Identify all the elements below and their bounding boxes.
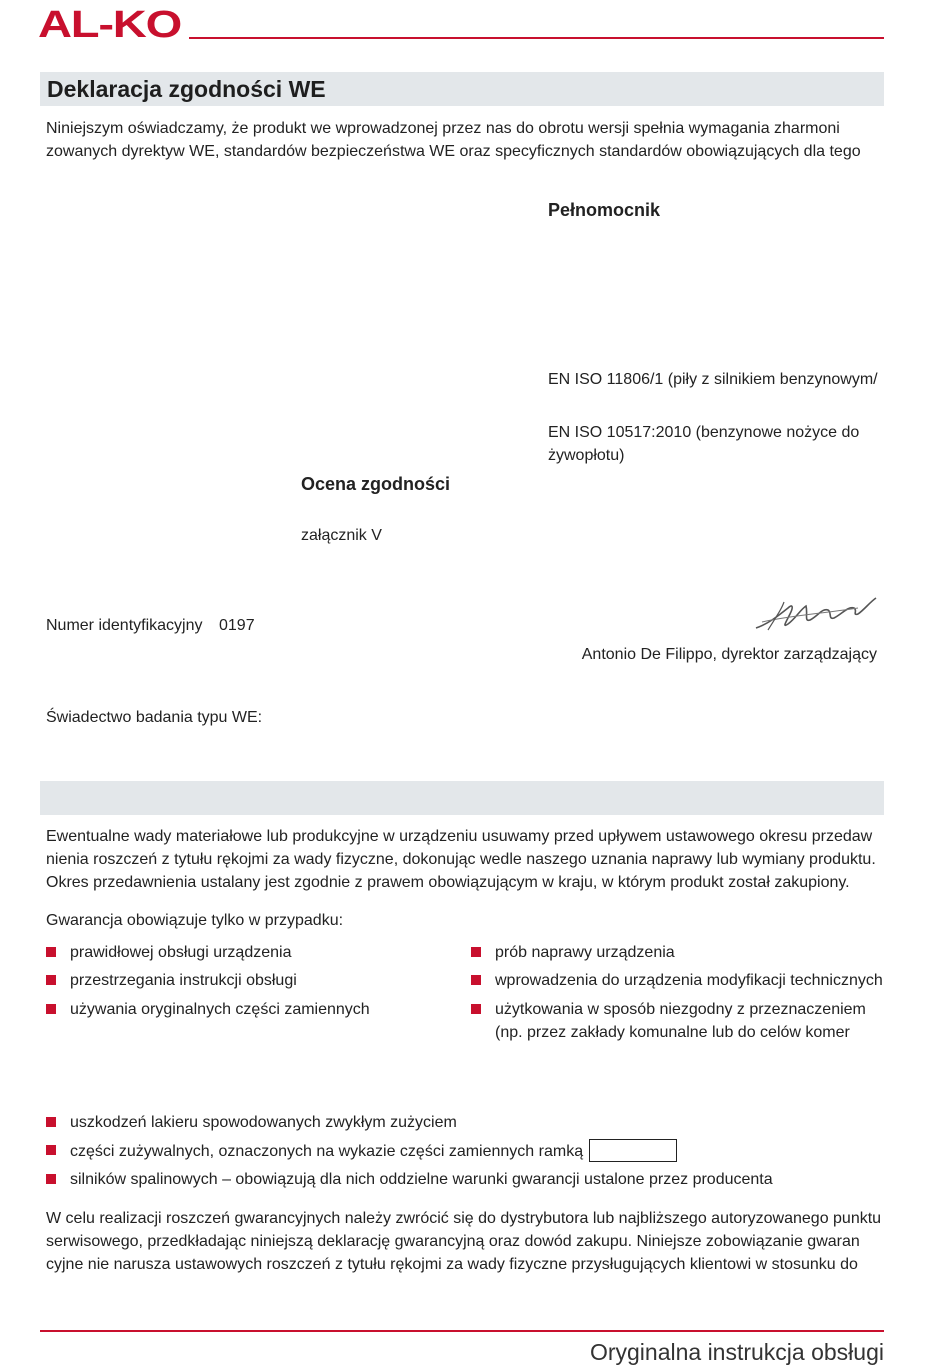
warranty-applies-label: Gwarancja obowiązuje tylko w przypadku:: [46, 912, 344, 929]
bullet-square-icon: [46, 975, 56, 985]
warranty-para2-line2: serwisowego, przedkładając niniejszą deklarację gwarancyjną oraz dowód zakupu. Niniejsze zobowiązanie gwaran: [46, 1233, 860, 1250]
annex-text: załącznik V: [301, 527, 382, 544]
alko-logo-graphic: [38, 4, 183, 42]
bullet-square-icon: [46, 1145, 56, 1155]
warranty-para2-line1: W celu realizacji roszczeń gwarancyjnych należy zwrócić się do dystrybutora lub najbliższego autoryzowanego punktu: [46, 1210, 882, 1227]
declaration-title-band: [40, 72, 884, 106]
signatory-name: Antonio De Filippo, dyrektor zarządzający: [581, 646, 877, 663]
id-label: Numer identyfikacyjny: [46, 617, 203, 634]
bullet-square-icon: [471, 1004, 481, 1014]
alko-logo: [38, 4, 183, 42]
frame-marker-box: [589, 1139, 677, 1162]
warranty-para1-line2: nienia roszczeń z tytułu rękojmi za wady fizyczne, dokonując wedle naszego uznania naprawy lub wymiany produktu.: [46, 851, 876, 868]
signature-image: [748, 594, 878, 636]
signature-drawing: [748, 594, 878, 636]
standard-1: EN ISO 11806/1 (piły z silnikiem benzynowym/: [548, 371, 878, 388]
condition-text: użytkowania w sposób niezgodny z przeznaczeniem: [495, 1001, 866, 1018]
condition-item: [471, 998, 866, 1044]
bullet-square-icon: [46, 947, 56, 957]
warranty-title-band: [40, 781, 884, 815]
exclusion-text: uszkodzeń lakieru spowodowanych zwykłym zużyciem: [70, 1114, 457, 1131]
footer-text: Oryginalna instrukcja obsługi: [589, 1339, 884, 1365]
type-test-label: Świadectwo badania typu WE:: [46, 709, 263, 726]
condition-item: [46, 941, 291, 964]
condition-text: przestrzegania instrukcji obsługi: [70, 972, 297, 989]
condition-item: [471, 969, 883, 992]
bullet-square-icon: [471, 947, 481, 957]
intro-line-2: zowanych dyrektyw WE, standardów bezpieczeństwa WE oraz specyficznych standardów obowiązujących dla tego: [46, 143, 861, 160]
plenipotentiary-label: Pełnomocnik: [548, 200, 661, 220]
condition-text: wprowadzenia do urządzenia modyfikacji technicznych: [495, 972, 883, 989]
bullet-square-icon: [46, 1174, 56, 1184]
svg-text:AL-KO: AL-KO: [38, 4, 181, 42]
condition-text: prób naprawy urządzenia: [495, 944, 675, 961]
exclusion-item: [46, 1139, 677, 1163]
exclusion-text: części zużywalnych, oznaczonych na wykazie części zamiennych ramką: [70, 1143, 584, 1160]
condition-text: prawidłowej obsługi urządzenia: [70, 944, 292, 961]
declaration-title: Deklaracja zgodności WE: [47, 76, 326, 102]
warranty-para1-line1: Ewentualne wady materiałowe lub produkcyjne w urządzeniu usuwamy przed upływem ustawowego okresu przedaw: [46, 828, 873, 845]
exclusion-item: [46, 1111, 457, 1134]
standard-2-line-2: żywopłotu): [548, 447, 625, 464]
condition-item: [471, 941, 675, 964]
condition-item: [46, 998, 370, 1021]
header-rule: [189, 37, 884, 39]
standard-2-line-1: EN ISO 10517:2010 (benzynowe nożyce do: [548, 424, 860, 441]
warranty-para1-line3: Okres przedawnienia ustalany jest zgodnie z prawem obowiązującym w kraju, w którym produkt został zakupiony.: [46, 874, 850, 891]
condition-text-continued: (np. przez zakłady komunalne lub do celów komer: [495, 1024, 850, 1041]
warranty-para2-line3: cyjne nie narusza ustawowych roszczeń z tytułu rękojmi za wady fizyczne przysługujących klientowi w stosunku do: [46, 1256, 858, 1273]
bullet-square-icon: [471, 975, 481, 985]
bullet-square-icon: [46, 1117, 56, 1127]
bullet-square-icon: [46, 1004, 56, 1014]
exclusion-text: silników spalinowych – obowiązują dla nich oddzielne warunki gwarancji ustalone przez producenta: [70, 1171, 773, 1188]
conformity-label: Ocena zgodności: [301, 474, 451, 494]
condition-item: [46, 969, 297, 992]
footer-rule: [40, 1330, 884, 1332]
exclusion-item: [46, 1168, 773, 1191]
id-value: 0197: [219, 617, 255, 634]
intro-line-1: Niniejszym oświadczamy, że produkt we wprowadzonej przez nas do obrotu wersji spełnia wymagania zharmoni: [46, 120, 840, 137]
condition-text: używania oryginalnych części zamiennych: [70, 1001, 370, 1018]
